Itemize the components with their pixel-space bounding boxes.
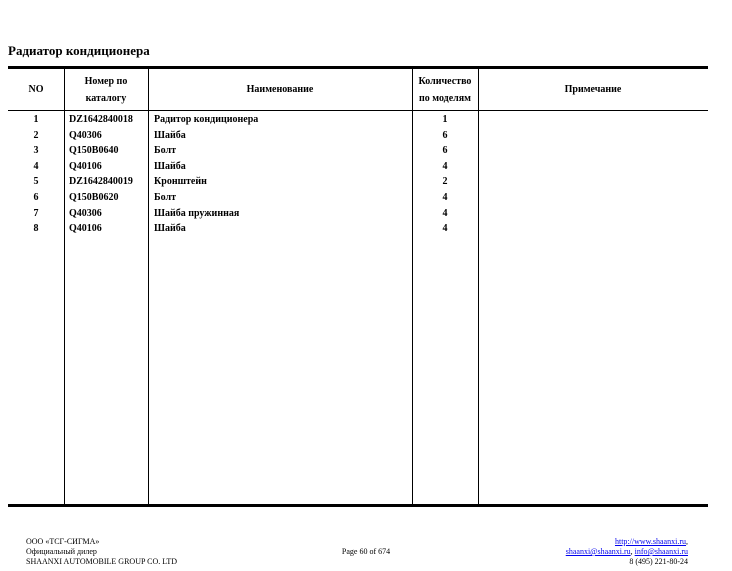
footer-group: SHAANXI AUTOMOBILE GROUP CO. LTD	[26, 557, 178, 566]
header-catalog-number: Номер по каталогу	[84, 75, 128, 104]
header-quantity: Количество по моделям	[418, 75, 472, 104]
row-catalog-number: Q40106	[69, 160, 102, 172]
row-quantity: 6	[442, 145, 448, 157]
row-quantity: 4	[442, 160, 448, 172]
row-no: 4	[33, 160, 39, 172]
row-no: 1	[33, 114, 39, 125]
row-catalog-number: Q150B0640	[69, 145, 119, 157]
footer-page-number: Page 60 of 674	[341, 547, 391, 556]
footer-email-link[interactable]: info@shaanxi.ru	[634, 547, 688, 556]
table-row	[8, 143, 708, 159]
row-catalog-number: DZ1642840019	[69, 176, 133, 188]
row-quantity: 1	[442, 114, 448, 125]
row-catalog-number: Q40306	[69, 207, 102, 219]
row-quantity: 2	[442, 176, 448, 188]
row-quantity: 6	[442, 129, 448, 141]
footer-site-link[interactable]: http://www.shaanxi.ru	[614, 537, 686, 546]
page-title: Радиатор кондиционера	[8, 43, 150, 58]
row-quantity: 4	[442, 207, 448, 219]
row-name: Шайба пружинная	[154, 207, 240, 219]
table-row	[8, 174, 708, 190]
row-catalog-number: Q40106	[69, 223, 102, 235]
table-row	[8, 112, 708, 128]
row-name: Кронштейн	[154, 176, 207, 188]
table-row	[8, 128, 708, 144]
footer-company: ООО «ТСГ-СИГМА»	[26, 537, 100, 546]
header-no: NO	[28, 84, 44, 95]
row-quantity: 4	[442, 223, 448, 235]
header-note: Примечание	[564, 84, 622, 95]
row-no: 6	[33, 191, 39, 203]
parts-table	[8, 66, 708, 507]
row-catalog-number: Q40306	[69, 129, 102, 141]
table-row	[8, 206, 708, 222]
row-name: Радитор кондиционера	[154, 114, 259, 125]
row-quantity: 4	[442, 191, 448, 203]
table-row	[8, 221, 708, 237]
row-name: Шайба	[154, 129, 186, 141]
row-no: 8	[33, 223, 39, 235]
row-catalog-number: Q150B0620	[69, 191, 119, 203]
row-name: Болт	[154, 191, 177, 203]
row-no: 3	[33, 145, 39, 157]
header-name: Наименование	[246, 84, 314, 95]
table-row	[8, 190, 708, 206]
header-divider	[8, 110, 708, 111]
table-body	[8, 112, 708, 237]
footer-contacts: http://www.shaanxi.ru, shaanxi@shaanxi.ru, info@shaanxi.ru 8 (495) 221-80-24	[565, 537, 688, 566]
table-row	[8, 159, 708, 175]
row-name: Шайба	[154, 160, 186, 172]
row-no: 7	[33, 207, 39, 219]
row-no: 5	[33, 176, 39, 188]
footer-dealer: Официальный дилер	[26, 547, 97, 556]
row-name: Шайба	[154, 223, 186, 235]
row-no: 2	[33, 129, 39, 141]
footer-email-link[interactable]: shaanxi@shaanxi.ru	[565, 547, 631, 556]
row-name: Болт	[154, 145, 177, 157]
footer-phone: 8 (495) 221-80-24	[629, 557, 688, 566]
row-catalog-number: DZ1642840018	[69, 114, 133, 125]
